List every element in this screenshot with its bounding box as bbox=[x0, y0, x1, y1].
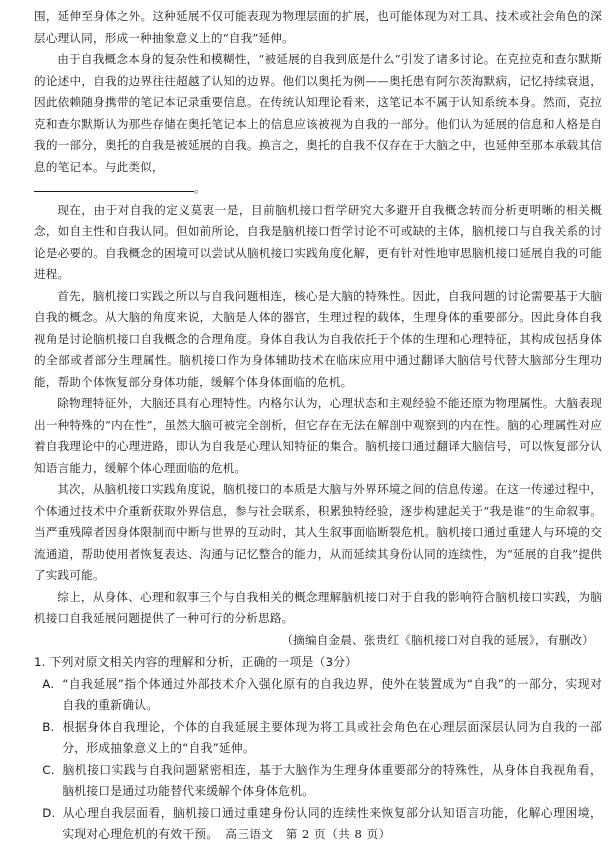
passage-paragraph-2-text: 由于自我概念本身的复杂性和模糊性，“被延展的自我到底是什么”引发了诸多讨论。在克拉克和查尔默斯的论述中，自我的边界往往超越了认知的边界。他们以奥托为例——奥托患有阿尔茨海默病，记忆持续衰退，因此依赖随身携带的笔记本记录重要信息。在传统认知理论看来，这笔记本不属于认知系统本身。然而，克拉克和查尔默斯认为那些存储在奥托笔记本上的信息应该被视为自我的一部分。他们认为延展的信息和人格是自我的一部分，奥托的自我是被延展的自我。换言之，奥托的自我不仅存在于大脑之中，也延伸至那本承载其信息的笔记本。与此类似， bbox=[34, 52, 602, 174]
passage-paragraph-7: 综上，从身体、心理和叙事三个与自我相关的概念理解脑机接口对于自我的影响符合脑机接口实践，为脑机接口自我延展问题提供了一种可行的分析思路。 bbox=[34, 589, 602, 625]
option-letter: D. bbox=[42, 805, 56, 820]
passage-paragraph-2: 由于自我概念本身的复杂性和模糊性，“被延展的自我到底是什么”引发了诸多讨论。在克拉克和查尔默斯的论述中，自我的边界往往超越了认知的边界。他们以奥托为例——奥托患有阿尔茨海默病，记忆持续衰退，因此依赖随身携带的笔记本记录重要信息。在传统认知理论看来，这笔记本不属于认知系统本身。然而，克拉克和查尔默斯认为那些存储在奥托笔记本上的信息应该被视为自我的一部分。他们认为延展的信息和人格是自我的一部分，奥托的自我是被延展的自我。换言之，奥托的自我不仅存在于大脑之中，也延伸至那本承载其信息的笔记本。与此类似， 。 bbox=[34, 52, 602, 195]
option-text: 根据身体自我理论，个体的自我延展主要体现为将工具或社会角色在心理层面深层认同为自我的一部分，形成抽象意义上的“自我”延伸。 bbox=[62, 719, 602, 755]
option-text: “自我延展”指个体通过外部技术介入强化原有的自我边界，使外在装置成为“自我”的一部分，实现对自我的重新确认。 bbox=[62, 676, 602, 712]
question-1 bbox=[34, 652, 602, 846]
fill-in-blank bbox=[34, 179, 194, 192]
option-a[interactable] bbox=[34, 674, 602, 717]
passage-paragraph-5: 除物理特征外，大脑还具有心理特性。内格尔认为，心理状态和主观经验不能还原为物理属性。大脑表现出一种特殊的“内在性”，虽然大脑可被完全剖析，但它存在无法在解剖中观察到的内在性。脑的心理属性对应着自我理论中的心理进路，即认为自我是心理认知特征的集合。脑机接口通过翻译大脑信号，可以恢复部分认知语言能力，缓解个体心理面临的危机。 bbox=[34, 396, 602, 475]
option-letter: A. bbox=[42, 676, 55, 691]
option-b[interactable] bbox=[34, 717, 602, 760]
source-citation: （摘编自金晨、张贵红《脑机接口对自我的延展》，有删改） bbox=[281, 632, 594, 647]
passage-paragraph-4: 首先，脑机接口实践之所以与自我问题相连，核心是大脑的特殊性。因此，自我问题的讨论需要基于大脑自我的概念。从大脑的角度来说，大脑是人体的器官，生理过程的载体，生理身体的重要部分。因此身体自我视角是讨论脑机接口自我概念的合理角度。身体自我认为自我依托于个体的生理和心理特征，其构成包括身体的全部或者部分生理属性。脑机接口作为身体辅助技术在临床应用中通过翻译大脑信号代替大脑部分生理功能，帮助个体恢复部分身体功能，缓解个体身体面临的危机。 bbox=[34, 288, 602, 389]
passage-paragraph-6: 其次，从脑机接口实践角度说，脑机接口的本质是大脑与外界环境之间的信息传递。在这一传递过程中，个体通过技术中介重新获取外界信息，参与社会联系，积累独特经验，逐步构建起关于“我是谁”的生命叙事。当严重残障者因身体限制而中断与世界的互动时，其人生叙事面临断裂危机。脑机接口通过重建人与环境的交流通道，帮助使用者恢复表达、沟通与记忆整合的能力，从而延续其身份认同的连续性，为“延展的自我”提供了实践可能。 bbox=[34, 482, 602, 582]
passage-paragraph-1: 围，延伸至身体之外。这种延展不仅可能表现为物理层面的扩展，也可能体现为对工具、技术或社会角色的深层心理认同，形成一种抽象意义上的“自我”延伸。 bbox=[34, 9, 602, 45]
option-c[interactable] bbox=[34, 760, 602, 803]
option-letter: C. bbox=[42, 762, 55, 777]
question-stem: 1. 下列对原文相关内容的理解和分析，正确的一项是（3分） bbox=[34, 655, 358, 669]
option-text: 从心理自我层面看，脑机接口通过重建身份认同的连续性来恢复部分认知语言功能，化解心理困境，实现对心理危机的有效干预。 bbox=[62, 805, 602, 841]
passage bbox=[34, 6, 602, 630]
option-letter: B. bbox=[42, 719, 55, 734]
page-footer: 高三语文 第 2 页（共 8 页） bbox=[225, 827, 391, 841]
option-text: 脑机接口实践与自我问题紧密相连，基于大脑作为生理身体重要部分的特殊性，从身体自我视角看，脑机接口是通过功能替代来缓解个体身体危机。 bbox=[62, 762, 602, 798]
passage-paragraph-3: 现在，由于对自我的定义莫衷一是，目前脑机接口哲学研究大多避开自我概念转而分析更明晰的相关概念，如自主性和自我认同。但如前所论，自我是脑机接口哲学讨论不可或缺的主体，脑机接口与自我关系的讨论是必要的。自我概念的困境可以尝试从脑机接口实践角度化解，更有针对性地审思脑机接口延展自我的可能进程。 bbox=[34, 202, 602, 281]
